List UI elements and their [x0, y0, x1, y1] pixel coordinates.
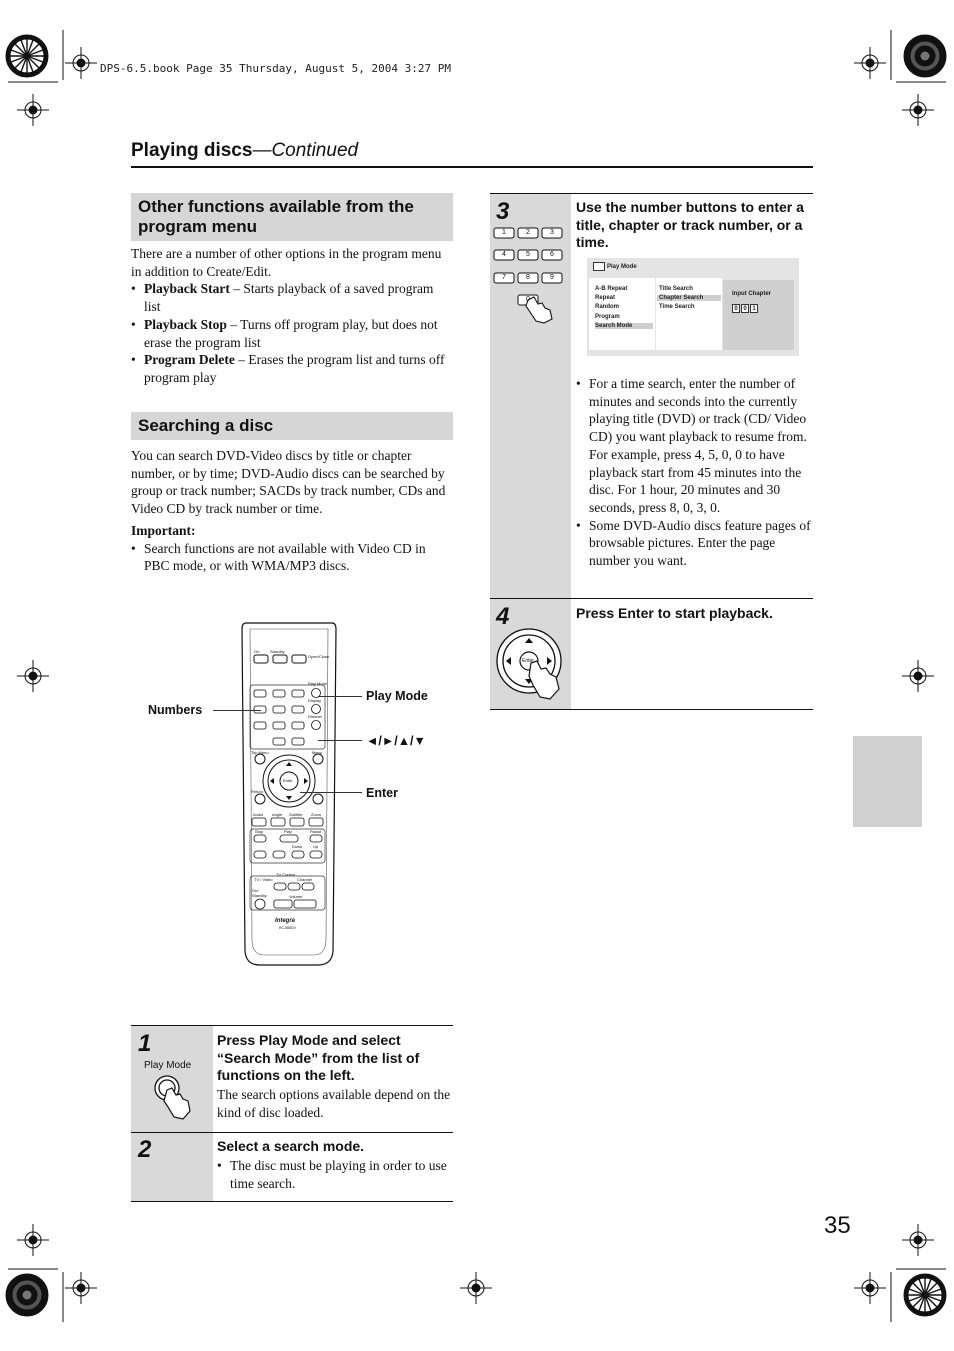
remote-control-illustration: [240, 621, 338, 967]
step1-number: 1: [138, 1030, 152, 1057]
remote-brand-logo: Integra: [275, 918, 296, 924]
callout-enter: Enter: [366, 786, 398, 800]
osd-digit: 1: [750, 304, 758, 313]
page-number: 35: [824, 1212, 851, 1239]
remote-label-stop: Stop: [255, 829, 264, 834]
osd-left-item-selected: Search Mode: [595, 323, 653, 329]
keypad-key-7: 7: [502, 274, 506, 281]
term-playback-stop: Playback Stop: [144, 316, 227, 332]
remote-label-open-close: Open/Close: [308, 654, 330, 659]
remote-label-angle: Angle: [272, 812, 283, 817]
remote-label-tv-video: TV / Video: [254, 877, 273, 882]
remote-label-audio: Audio: [253, 812, 264, 817]
keypad-key-0: 0: [526, 296, 530, 303]
osd-digit: 0: [732, 304, 740, 313]
title-rule: [131, 166, 813, 168]
callout-play-mode: Play Mode: [366, 689, 428, 703]
step3-list: [576, 375, 812, 570]
keypad-key-9: 9: [550, 274, 554, 281]
page-title-continued: —Continued: [252, 140, 359, 161]
chapter-side-tab: [853, 736, 922, 827]
term-program-delete: Program Delete: [144, 352, 235, 368]
remote-label-top-menu: Top Menu: [251, 750, 269, 755]
keypad-key-6: 6: [550, 251, 554, 258]
desc-playback-start: – Starts playback of a saved program list: [144, 281, 434, 315]
remote-body: [240, 621, 338, 967]
list-item: [131, 280, 453, 315]
remote-label-play: Play: [284, 829, 292, 834]
callout-line-numbers: [213, 710, 261, 711]
file-info-line: DPS-6.5.book Page 35 Thursday, August 5, 2004 3:27 PM: [100, 62, 451, 75]
remote-label-tv-control: TV Control: [276, 872, 296, 877]
osd-digit: 0: [741, 304, 749, 313]
remote-label-volume: Volume: [289, 894, 303, 899]
step3-heading: Use the number buttons to enter a title, chapter or track number, or a time.: [576, 199, 804, 250]
play-mode-onscreen-display: [587, 258, 799, 356]
remote-label-standby: Standby: [270, 649, 285, 654]
remote-label-play-mode: Play Mode: [308, 681, 327, 686]
section-heading-program-menu: Other functions available from the program menu: [131, 193, 453, 241]
remote-label-subtitle: Subtitle: [289, 812, 303, 817]
list-item: • Some DVD-Audio discs feature pages of browsable pictures. Enter the page number you want.: [576, 517, 812, 570]
list-item: [131, 351, 453, 386]
callout-line-enter: [300, 792, 362, 793]
list-item: • The disc must be playing in order to use time search.: [217, 1157, 451, 1192]
list-item: • Search functions are not available with Video CD in PBC mode, or with WMA/MP3 discs.: [131, 540, 453, 575]
section1-intro: There are a number of other options in the program menu in addition to Create/Edit.: [131, 246, 442, 279]
step2-number: 2: [138, 1136, 152, 1163]
term-playback-start: Playback Start: [144, 281, 230, 297]
remote-label-down: Down: [292, 844, 303, 849]
callout-line-arrows: [318, 740, 362, 741]
hand-press-button-icon: [150, 1073, 200, 1123]
step4-heading: Press Enter to start playback.: [576, 605, 773, 621]
remote-label-up: Up: [313, 844, 319, 849]
step1-icon-label: Play Mode: [144, 1060, 192, 1071]
remote-label-channel: Channel: [297, 877, 312, 882]
enter-button-label: Enter: [522, 658, 534, 664]
enter-dpad-hand-icon: [495, 627, 567, 703]
callout-numbers: Numbers: [148, 703, 203, 717]
section-heading-searching: Searching a disc: [131, 412, 453, 440]
osd-left-item: A-B Repeat: [595, 286, 628, 292]
osd-left-item: Program: [595, 314, 620, 320]
remote-label-on: On: [254, 649, 260, 654]
step4-bottom-rule: [490, 709, 813, 710]
remote-label-dimmer: Dimmer: [308, 714, 322, 719]
step4-number: 4: [496, 603, 510, 630]
step1-text: The search options available depend on the kind of disc loaded.: [217, 1087, 451, 1120]
program-options-list: [131, 280, 453, 386]
step3-number: 3: [496, 198, 510, 225]
numeric-keypad-illustration: [492, 224, 570, 324]
disc-icon: [593, 262, 605, 271]
step2-heading: Select a search mode.: [217, 1138, 365, 1154]
remote-label-enter: Enter: [283, 778, 293, 783]
osd-left-item: Repeat: [595, 295, 616, 301]
osd-input-label: Input Chapter: [732, 291, 771, 297]
remote-label-return: Return: [251, 789, 264, 794]
osd-middle-item-selected: Chapter Search: [657, 295, 721, 301]
remote-label-menu: Menu: [312, 750, 323, 755]
list-item: [131, 316, 453, 351]
section2-intro: You can search DVD-Video discs by title or chapter number, or by time; DVD-Audio discs can be searched by group or track number; SACDs by track number, CDs and Video CD by track number or time.: [131, 448, 446, 517]
keypad-key-8: 8: [526, 274, 530, 281]
keypad-key-3: 3: [550, 229, 554, 236]
keypad-key-4: 4: [502, 251, 506, 258]
osd-title: Play Mode: [607, 264, 637, 270]
keypad-key-1: 1: [502, 229, 506, 236]
desc-playback-stop: – Turns off program play, but does not erase the program list: [144, 316, 438, 350]
list-item: • For a time search, enter the number of minutes and seconds into the currently playing title (DVD) or track (CD/ Video CD) you want playback to resume from. For example, press 4, 5, 0, 0 to have playback start from 45 minutes into the disc. For 1 hour, 20 minutes and 30 seconds, press 8, 0, 3, 0.: [576, 375, 812, 517]
page-title-main: Playing discs: [131, 140, 253, 161]
keypad-key-5: 5: [526, 251, 530, 258]
remote-label-zoom: Zoom: [311, 812, 322, 817]
remote-label-on-standby: On/ Standby: [252, 888, 267, 898]
step2-list: [217, 1157, 451, 1192]
section2-body: [131, 447, 453, 575]
page-title: [131, 140, 358, 162]
step1-heading: Press Play Mode and select “Search Mode” from the list of functions on the left.: [217, 1032, 420, 1083]
osd-middle-item: Time Search: [659, 304, 695, 310]
remote-model: RC-585DV: [279, 926, 296, 930]
remote-label-pause: Pause: [310, 829, 322, 834]
section1-body: [131, 245, 453, 387]
step2-bottom-rule: [131, 1201, 453, 1202]
osd-middle-item: Title Search: [659, 286, 693, 292]
important-label: Important:: [131, 522, 196, 538]
desc-program-delete: – Erases the program list and turns off program play: [144, 352, 445, 385]
important-list: [131, 540, 453, 575]
callout-arrows: ◄/►/▲/▼: [366, 734, 426, 748]
remote-label-display: Display: [308, 698, 322, 703]
callout-line-play-mode: [318, 696, 362, 697]
keypad-key-2: 2: [526, 229, 530, 236]
osd-left-item: Random: [595, 304, 619, 310]
